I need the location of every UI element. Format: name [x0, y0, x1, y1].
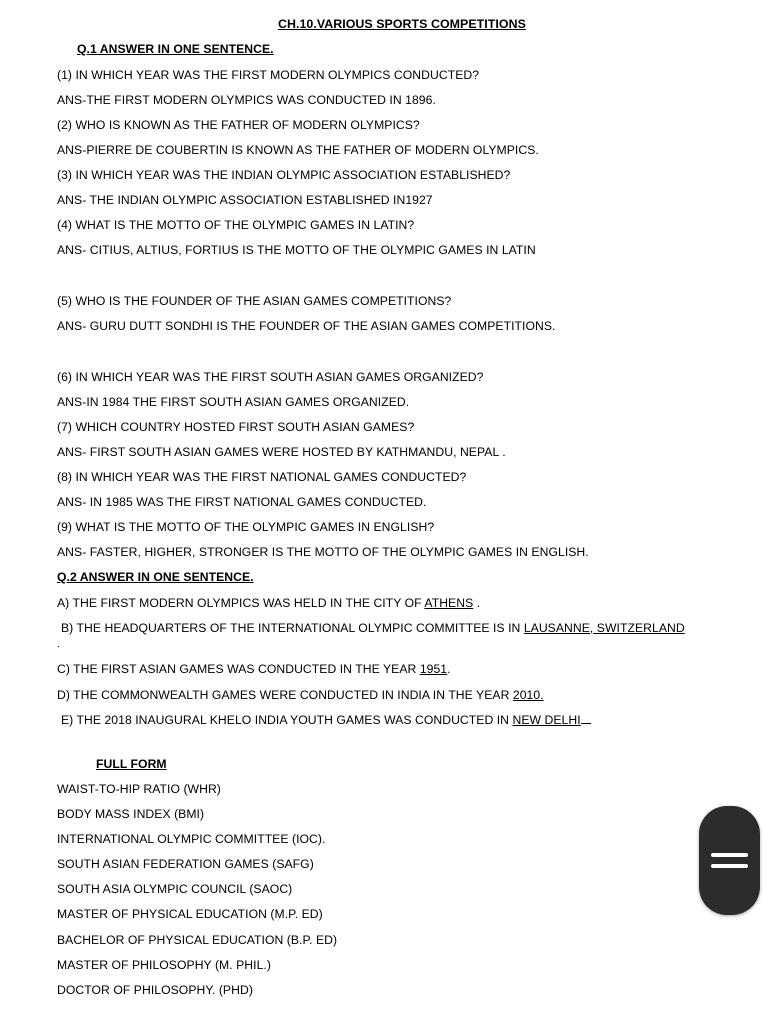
q1-line: (1) IN WHICH YEAR WAS THE FIRST MODERN OLYMPICS CONDUCTED? — [57, 68, 480, 82]
q2-a-text: A) THE FIRST MODERN OLYMPICS WAS HELD IN THE CITY OF — [57, 596, 425, 610]
q1-line: (7) WHICH COUNTRY HOSTED FIRST SOUTH ASIAN GAMES? — [57, 420, 415, 434]
q2-b-after: . — [57, 639, 60, 650]
menu-icon — [711, 853, 748, 857]
q1-line: (6) IN WHICH YEAR WAS THE FIRST SOUTH ASIAN GAMES ORGANIZED? — [57, 370, 484, 384]
q2-c-text: C) THE FIRST ASIAN GAMES WAS CONDUCTED IN THE YEAR — [57, 662, 420, 676]
q1-line: ANS- FASTER, HIGHER, STRONGER IS THE MOTTO OF THE OLYMPIC GAMES IN ENGLISH. — [57, 545, 589, 559]
q2-item-d — [57, 687, 544, 703]
q1-line: (8) IN WHICH YEAR WAS THE FIRST NATIONAL GAMES CONDUCTED? — [57, 470, 467, 484]
q1-line: ANS-PIERRE DE COUBERTIN IS KNOWN AS THE FATHER OF MODERN OLYMPICS. — [57, 143, 539, 157]
q2-e-text: E) THE 2018 INAUGURAL KHELO INDIA YOUTH GAMES WAS CONDUCTED IN — [61, 713, 513, 727]
full-form-item: DOCTOR OF PHILOSOPHY. (PHD) — [57, 983, 253, 997]
q1-line: ANS- THE INDIAN OLYMPIC ASSOCIATION ESTABLISHED IN1927 — [57, 193, 433, 207]
full-form-item: SOUTH ASIA OLYMPIC COUNCIL (SAOC) — [57, 882, 293, 896]
q1-line: (2) WHO IS KNOWN AS THE FATHER OF MODERN OLYMPICS? — [57, 118, 420, 132]
q2-item-e — [61, 712, 591, 728]
q2-item-c — [57, 661, 451, 677]
q2-e-blank — [581, 712, 591, 724]
full-form-item: MASTER OF PHILOSOPHY (M. PHIL.) — [57, 958, 271, 972]
q2-a-answer: ATHENS — [424, 596, 474, 610]
q2-c-after: . — [447, 662, 451, 676]
q1-line: (9) WHAT IS THE MOTTO OF THE OLYMPIC GAMES IN ENGLISH? — [57, 520, 435, 534]
q1-line: ANS- FIRST SOUTH ASIAN GAMES WERE HOSTED BY KATHMANDU, NEPAL . — [57, 445, 506, 459]
q1-line: ANS-IN 1984 THE FIRST SOUTH ASIAN GAMES ORGANIZED. — [57, 395, 410, 409]
menu-button[interactable] — [699, 806, 760, 915]
full-form-item: WAIST-TO-HIP RATIO (WHR) — [57, 782, 221, 796]
q1-heading: Q.1 ANSWER IN ONE SENTENCE. — [77, 42, 274, 56]
full-form-item: MASTER OF PHYSICAL EDUCATION (M.P. ED) — [57, 907, 323, 921]
full-form-item: SOUTH ASIAN FEDERATION GAMES (SAFG) — [57, 857, 314, 871]
q2-d-answer: 2010. — [512, 688, 544, 702]
full-form-item: BODY MASS INDEX (BMI) — [57, 807, 205, 821]
q2-heading: Q.2 ANSWER IN ONE SENTENCE. — [57, 570, 254, 584]
q1-line: ANS- CITIUS, ALTIUS, FORTIUS IS THE MOTTO OF THE OLYMPIC GAMES IN LATIN — [57, 243, 536, 257]
full-form-heading: FULL FORM — [96, 757, 167, 771]
q1-line: ANS-THE FIRST MODERN OLYMPICS WAS CONDUCTED IN 1896. — [57, 93, 436, 107]
q1-line: (4) WHAT IS THE MOTTO OF THE OLYMPIC GAMES IN LATIN? — [57, 218, 415, 232]
q2-c-answer: 1951 — [419, 662, 448, 676]
q2-item-a — [57, 595, 480, 611]
q2-b-answer: LAUSANNE, SWITZERLAND — [523, 621, 685, 635]
q1-line: (3) IN WHICH YEAR WAS THE INDIAN OLYMPIC ASSOCIATION ESTABLISHED? — [57, 168, 511, 182]
page-title: CH.10.VARIOUS SPORTS COMPETITIONS — [278, 17, 526, 31]
q1-line: (5) WHO IS THE FOUNDER OF THE ASIAN GAMES COMPETITIONS? — [57, 294, 452, 308]
q2-e-answer: NEW DELHI — [512, 713, 581, 727]
q1-line: ANS- IN 1985 WAS THE FIRST NATIONAL GAMES CONDUCTED. — [57, 495, 427, 509]
q1-line: ANS- GURU DUTT SONDHI IS THE FOUNDER OF THE ASIAN GAMES COMPETITIONS. — [57, 319, 556, 333]
full-form-item: INTERNATIONAL OLYMPIC COMMITTEE (IOC). — [57, 832, 326, 846]
q2-d-text: D) THE COMMONWEALTH GAMES WERE CONDUCTED IN INDIA IN THE YEAR — [57, 688, 513, 702]
q2-b-text: B) THE HEADQUARTERS OF THE INTERNATIONAL OLYMPIC COMMITTEE IS IN — [61, 621, 524, 635]
q2-a-after: . — [473, 596, 481, 610]
full-form-item: BACHELOR OF PHYSICAL EDUCATION (B.P. ED) — [57, 933, 338, 947]
menu-icon — [711, 864, 748, 868]
q2-item-b — [61, 620, 685, 636]
